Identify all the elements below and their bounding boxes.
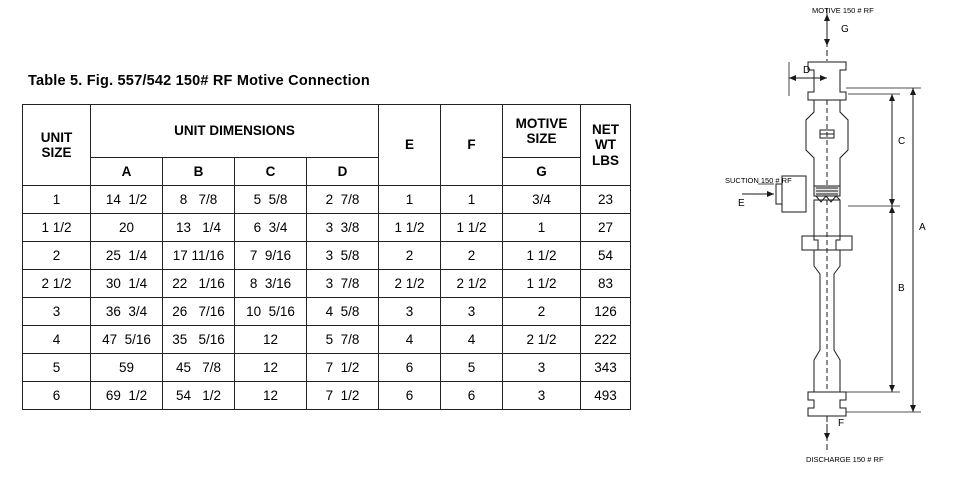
cell-e: 2: [379, 242, 441, 270]
cell-c: 8 3/16: [235, 270, 307, 298]
cell-b: 22 1/16: [163, 270, 235, 298]
label-dim-b: B: [898, 283, 905, 294]
cell-a: 20: [91, 214, 163, 242]
cell-a: 25 1/4: [91, 242, 163, 270]
label-motive-connection: MOTIVE 150 # RF: [812, 6, 874, 15]
cell-g: 1 1/2: [503, 270, 581, 298]
cell-d: 2 7/8: [307, 186, 379, 214]
cell-g: 3/4: [503, 186, 581, 214]
cell-weight: 27: [581, 214, 631, 242]
cell-c: 10 5/16: [235, 298, 307, 326]
cell-g: 2 1/2: [503, 326, 581, 354]
cell-d: 4 5/8: [307, 298, 379, 326]
header-motive-size-line2: SIZE: [526, 131, 557, 146]
cell-f: 1: [441, 186, 503, 214]
header-e: E: [379, 105, 441, 186]
cell-c: 6 3/4: [235, 214, 307, 242]
label-dim-g: G: [841, 24, 849, 35]
cell-f: 1 1/2: [441, 214, 503, 242]
cell-weight: 222: [581, 326, 631, 354]
cell-weight: 126: [581, 298, 631, 326]
header-unit-size-line2: SIZE: [41, 145, 72, 160]
dimensions-table-wrapper: [22, 104, 631, 410]
cell-f: 4: [441, 326, 503, 354]
cell-d: 5 7/8: [307, 326, 379, 354]
header-unit-size: [23, 105, 91, 186]
cell-unit-size: 2: [23, 242, 91, 270]
cell-weight: 493: [581, 382, 631, 410]
header-f: F: [441, 105, 503, 186]
cell-f: 3: [441, 298, 503, 326]
header-net-wt: [581, 105, 631, 186]
header-dim-a: A: [91, 158, 163, 186]
cell-d: 3 7/8: [307, 270, 379, 298]
cell-g: 1 1/2: [503, 242, 581, 270]
header-net-wt-line1: NET: [592, 122, 619, 138]
cell-weight: 343: [581, 354, 631, 382]
cell-weight: 83: [581, 270, 631, 298]
cell-a: 59: [91, 354, 163, 382]
dimensions-table-body: [23, 186, 631, 410]
table-row: [23, 270, 631, 298]
table-row: [23, 354, 631, 382]
cell-unit-size: 2 1/2: [23, 270, 91, 298]
table-row: [23, 214, 631, 242]
dimensions-table: [22, 104, 631, 410]
cell-a: 69 1/2: [91, 382, 163, 410]
cell-e: 6: [379, 382, 441, 410]
cell-c: 12: [235, 382, 307, 410]
header-dim-g: G: [503, 158, 581, 186]
cell-a: 30 1/4: [91, 270, 163, 298]
cell-c: 12: [235, 354, 307, 382]
drawing-svg: [690, 0, 964, 481]
table-row: [23, 326, 631, 354]
cell-d: 7 1/2: [307, 354, 379, 382]
label-dim-d: D: [803, 65, 811, 76]
cell-f: 5: [441, 354, 503, 382]
cell-d: 3 5/8: [307, 242, 379, 270]
cell-e: 2 1/2: [379, 270, 441, 298]
cell-a: 14 1/2: [91, 186, 163, 214]
cell-unit-size: 1 1/2: [23, 214, 91, 242]
cell-g: 3: [503, 382, 581, 410]
cell-e: 6: [379, 354, 441, 382]
cell-weight: 54: [581, 242, 631, 270]
cell-unit-size: 1: [23, 186, 91, 214]
table-row: [23, 186, 631, 214]
cell-b: 45 7/8: [163, 354, 235, 382]
cell-f: 2: [441, 242, 503, 270]
label-dim-f: F: [838, 418, 845, 429]
cell-e: 4: [379, 326, 441, 354]
cell-e: 1: [379, 186, 441, 214]
header-net-wt-line2: WT: [595, 137, 616, 153]
cell-c: 12: [235, 326, 307, 354]
cell-weight: 23: [581, 186, 631, 214]
table-row: [23, 242, 631, 270]
cell-b: 54 1/2: [163, 382, 235, 410]
cell-c: 7 9/16: [235, 242, 307, 270]
cell-b: 17 11/16: [163, 242, 235, 270]
table-row: [23, 382, 631, 410]
cell-f: 2 1/2: [441, 270, 503, 298]
label-dim-e: E: [738, 198, 745, 209]
cell-b: 35 5/16: [163, 326, 235, 354]
cell-g: 1: [503, 214, 581, 242]
header-dim-b: B: [163, 158, 235, 186]
label-dim-a: A: [919, 222, 926, 233]
cell-d: 7 1/2: [307, 382, 379, 410]
cell-g: 2: [503, 298, 581, 326]
header-motive-size-line1: MOTIVE: [515, 115, 568, 131]
cell-g: 3: [503, 354, 581, 382]
cell-e: 1 1/2: [379, 214, 441, 242]
header-dim-c: C: [235, 158, 307, 186]
cell-d: 3 3/8: [307, 214, 379, 242]
label-discharge-connection: DISCHARGE 150 # RF: [806, 455, 884, 464]
label-suction-connection: SUCTION 150 # RF: [725, 176, 792, 185]
cell-b: 26 7/16: [163, 298, 235, 326]
cell-b: 8 7/8: [163, 186, 235, 214]
label-dim-c: C: [898, 136, 906, 147]
header-motive-size: [503, 105, 581, 158]
header-unit-dimensions: UNIT DIMENSIONS: [91, 105, 379, 158]
cell-b: 13 1/4: [163, 214, 235, 242]
header-unit-size-line1: UNIT: [40, 129, 73, 145]
cell-a: 47 5/16: [91, 326, 163, 354]
cell-unit-size: 6: [23, 382, 91, 410]
cell-c: 5 5/8: [235, 186, 307, 214]
cell-unit-size: 3: [23, 298, 91, 326]
cell-e: 3: [379, 298, 441, 326]
table-row: [23, 298, 631, 326]
cell-a: 36 3/4: [91, 298, 163, 326]
ejector-assembly-drawing: [690, 0, 964, 481]
cell-unit-size: 5: [23, 354, 91, 382]
cell-unit-size: 4: [23, 326, 91, 354]
cell-f: 6: [441, 382, 503, 410]
header-dim-d: D: [307, 158, 379, 186]
table-caption: Table 5. Fig. 557/542 150# RF Motive Connection: [28, 73, 370, 89]
header-net-wt-line3: LBS: [592, 152, 619, 168]
